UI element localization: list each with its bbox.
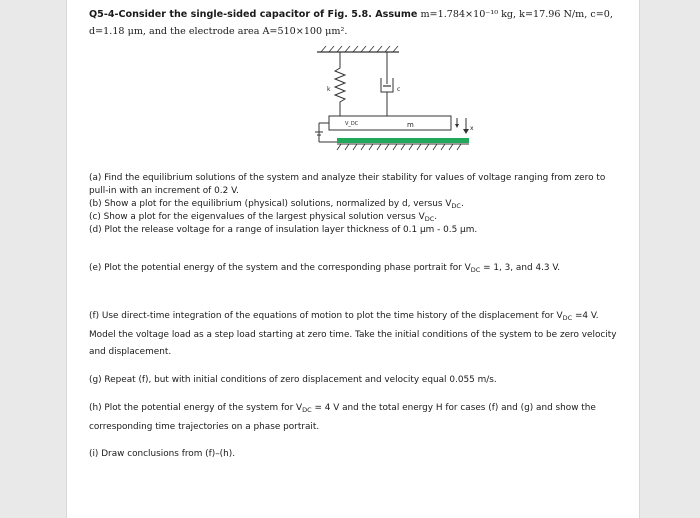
question-g: (g) Repeat (f), but with initial conditions of zero displacement and velocity equal 0.055 m/s. <box>89 375 497 385</box>
x-label: x <box>470 125 474 132</box>
question-b-text: (b) Show a plot for the equilibrium (physical) solutions, normalized by d, versus V <box>89 199 452 209</box>
question-f <box>89 308 619 361</box>
problem-line-2: d=1.18 μm, and the electrode area A=510×100 μm². <box>89 26 348 37</box>
question-c-text: (c) Show a plot for the eigenvalues of the largest physical solution versus V <box>89 212 425 222</box>
top-support-hatch <box>321 46 398 52</box>
question-e-subscript: DC <box>470 266 481 274</box>
problem-title: Q5-4-Consider the single-sided capacitor of Fig. 5.8. Assume <box>89 9 418 20</box>
question-b-end: . <box>460 199 464 209</box>
question-f-text: (f) Use direct-time integration of the equations of motion to plot the time history of the displacement for V <box>89 311 563 321</box>
problem-statement <box>89 6 629 40</box>
question-b-subscript: DC <box>451 202 461 210</box>
question-c-subscript: DC <box>424 215 435 223</box>
question-a: (a) Find the equilibrium solutions of the system and analyze their stability for values of voltage ranging from zero to pull-in with an increment of 0.2 V. <box>89 173 606 196</box>
damper-label: c <box>397 86 401 93</box>
question-e <box>89 262 619 277</box>
question-f-subscript: DC <box>562 314 573 322</box>
force-arrow-head <box>455 124 459 128</box>
mass-label: m <box>407 121 414 129</box>
spring-k <box>335 52 345 116</box>
question-h-end: = 4 V and the total energy H for cases (f) and (g) and show the corresponding time trajectories on a phase portrait. <box>89 403 596 432</box>
problem-line-1 <box>89 6 629 23</box>
question-e-end: = 1, 3, and 4.3 V. <box>480 263 561 273</box>
question-e-text: (e) Plot the potential energy of the system and the corresponding phase portrait for V <box>89 263 471 273</box>
problem-parameters: m=1.784×10⁻¹⁰ kg, k=17.96 N/m, c=0, <box>420 9 613 20</box>
spring-label: k <box>327 86 331 93</box>
question-d: (d) Plot the release voltage for a range of insulation layer thickness of 0.1 μm - 0.5 μm. <box>89 225 478 235</box>
ground-hatch <box>337 144 461 150</box>
document-page <box>66 0 640 518</box>
question-h-text: (h) Plot the potential energy of the system for V <box>89 403 303 413</box>
question-f-end: =4 V. Model the voltage load as a step load starting at zero time. Take the initial conditions of the system to be zero velocity and displacement. <box>89 311 617 357</box>
x-arrow-head <box>463 129 469 134</box>
question-c-end: . <box>434 212 438 222</box>
question-i: (i) Draw conclusions from (f)–(h). <box>89 449 236 459</box>
question-h-subscript: DC <box>302 406 312 414</box>
voltage-label: V_DC <box>345 121 359 127</box>
question-h <box>89 400 619 436</box>
bottom-electrode <box>337 138 469 143</box>
capacitor-figure <box>257 44 487 156</box>
